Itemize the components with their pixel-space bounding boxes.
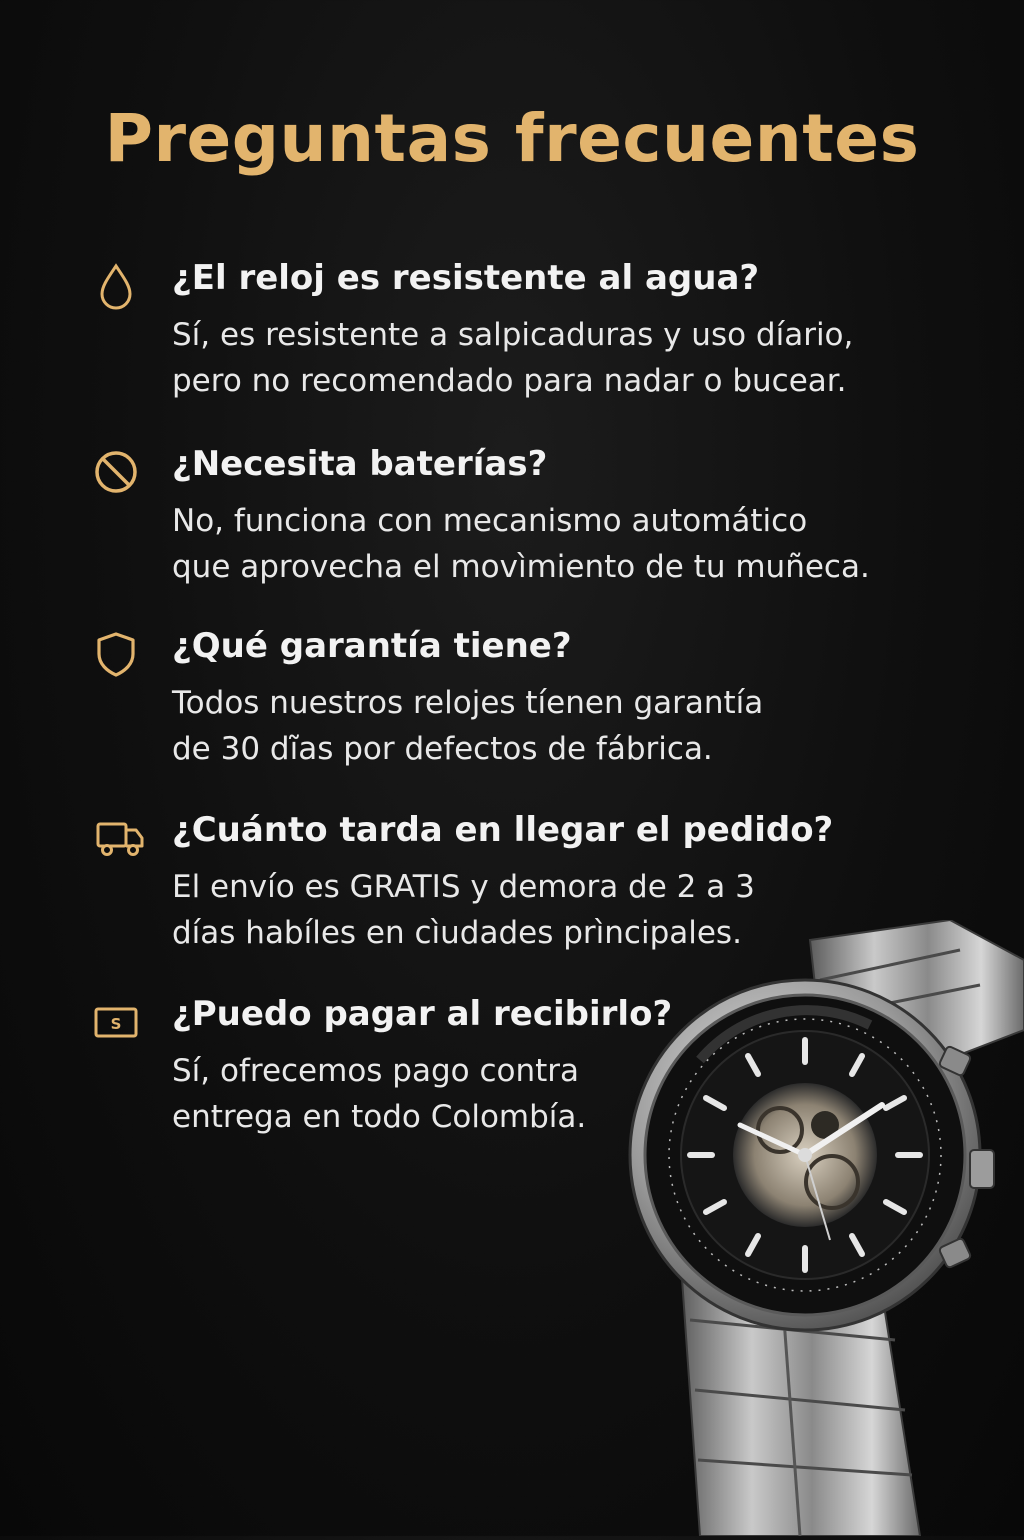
faq-question: ¿Puedo pagar al recibirlo? bbox=[172, 994, 673, 1034]
faq-answer-line: Sí, ofrecemos pago contra bbox=[172, 1053, 580, 1089]
faq-answer-line: que aprovecha el movìmiento de tu muñeca. bbox=[172, 549, 870, 585]
faq-answer-line: entrega en todo Colombía. bbox=[172, 1099, 587, 1135]
truck-icon bbox=[94, 812, 146, 864]
page-title: Preguntas frecuentes bbox=[104, 100, 920, 177]
faq-answer bbox=[172, 1048, 586, 1140]
faq-question: ¿Qué garantía tiene? bbox=[172, 626, 572, 666]
faq-question: ¿Cuánto tarda en llegar el pedido? bbox=[172, 810, 834, 850]
cash-icon-symbol: S bbox=[110, 1015, 122, 1033]
faq-answer-line: No, funciona con mecanismo automático bbox=[172, 503, 808, 539]
faq-question: ¿El reloj es resistente al agua? bbox=[172, 258, 760, 298]
faq-answer bbox=[172, 312, 853, 404]
no-battery-icon bbox=[90, 446, 142, 498]
faq-answer-line: Sí, es resistente a salpicaduras y uso díario, bbox=[172, 317, 854, 353]
faq-answer-line: días habíles en cìudades prìncipales. bbox=[172, 915, 742, 951]
faq-question: ¿Necesita baterías? bbox=[172, 444, 548, 484]
faq-answer-line: Todos nuestros relojes tíenen garantía bbox=[172, 685, 764, 721]
shield-icon bbox=[90, 628, 142, 680]
faq-answer-line: de 30 dĩas por defectos de fábrica. bbox=[172, 731, 713, 767]
faq-answer bbox=[172, 498, 870, 590]
cash-icon bbox=[90, 996, 142, 1048]
faq-answer-line: El envío es GRATIS y demora de 2 a 3 bbox=[172, 869, 755, 905]
faq-answer-line: pero no recomendado para nadar o bucear. bbox=[172, 363, 847, 399]
faq-answer bbox=[172, 680, 763, 772]
watch-product-image bbox=[620, 920, 1024, 1536]
water-drop-icon bbox=[90, 260, 142, 312]
